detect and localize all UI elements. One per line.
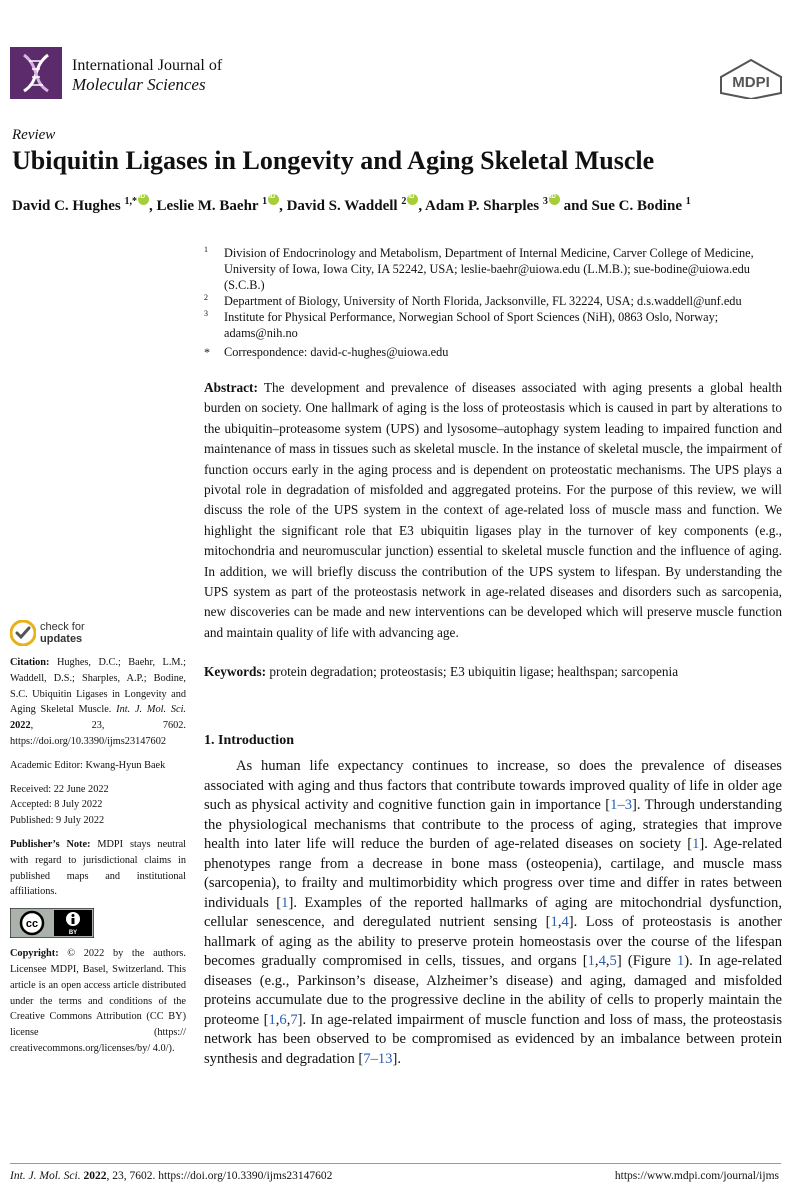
- reference-link[interactable]: 6: [279, 1011, 287, 1028]
- orcid-icon[interactable]: [407, 194, 418, 205]
- footer-journal-url[interactable]: https://www.mdpi.com/journal/ijms: [614, 1170, 779, 1182]
- reference-link[interactable]: 7: [290, 1011, 298, 1028]
- and-word: and: [563, 198, 588, 214]
- section-heading-introduction: 1. Introduction: [204, 733, 294, 748]
- affiliation-number: 1: [204, 245, 208, 254]
- citation-rest[interactable]: , 23, 7602. https://doi.org/10.3390/ijms23147602: [10, 720, 186, 747]
- publisher-note: [10, 837, 186, 900]
- journal-name: [72, 56, 222, 94]
- received-date: Received: 22 June 2022: [10, 783, 109, 795]
- copyright-label: Copyright:: [10, 948, 59, 960]
- affiliation-text: Division of Endocrinology and Metabolism, Department of Internal Medicine, Carver College of Medicine, University of Iowa, Iowa City, IA 52242, USA; leslie-baehr@uiowa.edu (L.M.B.); sue-bodine@uiowa.edu (S.C.B.): [224, 246, 754, 292]
- accepted-date: Accepted: 8 July 2022: [10, 799, 103, 811]
- orcid-icon[interactable]: [138, 194, 149, 205]
- intro-text: As human life expectancy continues to increase, so does the prevalence of diseases associated with aging and thus factors that contribute towards improved quality of life in older age such as physical activity and cognitive function gain in importance [: [204, 758, 782, 813]
- dates: [10, 782, 186, 829]
- footer-journal: Int. J. Mol. Sci.: [10, 1170, 81, 1182]
- reference-link[interactable]: 1–3: [610, 797, 633, 813]
- affiliation-number: 2: [204, 293, 208, 302]
- author-affiliation-sup: 3: [542, 196, 548, 207]
- footer-doi[interactable]: , 23, 7602. https://doi.org/10.3390/ijms23147602: [106, 1170, 333, 1182]
- cc-by-license-icon[interactable]: [10, 908, 94, 938]
- reference-link[interactable]: 7–13: [363, 1050, 393, 1067]
- author-name: David C. Hughes: [12, 198, 121, 214]
- publisher-note-text: MDPI stays neutral with regard to jurisdictional claims in published maps and institutional affiliations.: [10, 838, 187, 898]
- author-affiliation-sup: 1: [685, 196, 691, 207]
- intro-text: ]. Through understanding the physiological mechanisms that contribute to the process of aging, strategies that improve health into later life will reduce the burden of age-related diseases on society [: [204, 797, 782, 852]
- affiliation-number: *: [204, 345, 210, 359]
- keywords-text: protein degradation; proteostasis; E3 ubiquitin ligase; healthspan; sarcopenia: [269, 664, 679, 679]
- keywords: [204, 662, 782, 682]
- citation-label: Citation:: [10, 657, 50, 668]
- published-date: Published: 9 July 2022: [10, 815, 105, 827]
- journal-logo: [10, 47, 62, 99]
- affiliation-item: [200, 293, 780, 309]
- reference-link[interactable]: 4: [561, 914, 569, 930]
- check-for-updates-badge[interactable]: [10, 618, 110, 648]
- keywords-label: Keywords:: [204, 664, 267, 679]
- intro-text: ]. In age-related impairment of muscle function and loss of mass, the proteostasis network has been observed to be compromised as evidenced by an imbalance between protein synthesis and degradation [: [204, 1011, 782, 1067]
- reference-link[interactable]: 4: [598, 953, 606, 969]
- intro-text: ,: [286, 1011, 291, 1028]
- journal-name-line1: International Journal of: [72, 57, 223, 74]
- intro-text: ] (Figure: [616, 953, 677, 969]
- intro-text: ]. Loss of proteostasis is another hallmark of aging as the ability to preserve protein homeostasis over the course of the lifespan becomes gradually compromised in cells, tissues, and organs [: [204, 914, 782, 969]
- intro-text: ,: [275, 1011, 280, 1028]
- orcid-icon[interactable]: [268, 194, 279, 205]
- cc-by-label: BY: [68, 930, 78, 937]
- article-title: Ubiquitin Ligases in Longevity and Aging Skeletal Muscle: [12, 146, 655, 175]
- abstract-text: The development and prevalence of diseases associated with aging presents a global health burden on society. One hallmark of aging is the loss of proteostasis which is caused in part by alterations to the ubiquitin–proteasome system (UPS) and lysosome–autophagy system leading to impaired function and maintenance of mass in tissues such as skeletal muscle. In the instance of skeletal muscle, the impairment of function occurs early in the aging process and is dependent on proteostatic mechanisms. The UPS plays a pivotal role in degradation of misfolded and aggregated proteins. For the purpose of this review, we will discuss the role of the UPS system in the context of age-related loss of muscle mass and function. We highlight the significant role that E3 ubiquitin ligases play in the turnover of key components (e.g., mitochondria and neuromuscular junction) essential to skeletal muscle function and the influence of aging. In addition, we will briefly discuss the contribution of the UPS system to lifespan. By understanding the UPS system as part of the proteostasis network in age-related diseases and disorders such as sarcopenia, new discoveries can be made and new interventions can be developed which will preserve muscle function and maintain quality of life with advancing age.: [204, 380, 782, 640]
- author-affiliation-sup: 1,*: [124, 196, 138, 207]
- affiliations: [200, 245, 780, 360]
- reference-link[interactable]: 1: [692, 836, 700, 852]
- publisher-note-label: Publisher’s Note:: [10, 838, 91, 850]
- footer-citation: [10, 1170, 332, 1182]
- reference-link[interactable]: 1: [550, 914, 558, 930]
- citation: [10, 655, 186, 750]
- footer-divider: [10, 1163, 781, 1164]
- affiliation-text: Department of Biology, University of North Florida, Jacksonville, FL 32224, USA; d.s.waddell@unf.edu: [224, 294, 742, 308]
- correspondence-text: Correspondence: david-c-hughes@uiowa.edu: [224, 345, 449, 359]
- intro-text: ].: [392, 1050, 401, 1067]
- author-list: David C. Hughes $^{1,*}$iD , Leslie M. Baehr $^1$iD , David S. Waddell $^2$iD , Adam P. Sharples $^3$iD and Sue C. Bodine $^1$: [12, 194, 691, 215]
- author-name: Leslie M. Baehr: [156, 198, 259, 214]
- check-updates-text: [40, 621, 85, 645]
- check-updates-line1: check for: [40, 621, 85, 633]
- svg-text:cc: cc: [25, 918, 39, 931]
- journal-name-line2: Molecular Sciences: [72, 75, 206, 94]
- orcid-icon[interactable]: [549, 194, 560, 205]
- reference-link[interactable]: 1: [281, 894, 289, 911]
- reference-link[interactable]: 1: [268, 1011, 276, 1028]
- abstract: [204, 378, 782, 643]
- author-name: Sue C. Bodine: [591, 198, 682, 214]
- copyright-text: © 2022 by the authors. Licensee MDPI, Basel, Switzerland. This article is an open access article distributed under the terms and conditions of the Creative Commons Attribution (CC BY) license (https:// creativecommons.org/licenses/by/ 4.0/).: [10, 948, 186, 1054]
- intro-text: ). In age-related diseases (e.g., Parkinson’s disease, Alzheimer’s disease) and aging, damaged and misfolded proteins accumulate due to the progressive decline in the ability of cells to properly maintain the proteome [: [204, 953, 782, 1028]
- introduction-paragraph: [204, 757, 782, 1069]
- affiliation-item: [200, 245, 780, 293]
- affiliation-item: [200, 309, 780, 341]
- author-name: David S. Waddell: [286, 198, 398, 214]
- mdpi-logo-text: MDPI: [732, 74, 770, 91]
- article-type: Review: [12, 127, 56, 143]
- author-affiliation-sup: 2: [401, 196, 407, 207]
- intro-text: ]. Examples of the reported hallmarks of aging are mitochondrial dysfunction, cellular senescence, and deregulated nutrient sensing [: [204, 894, 782, 930]
- citation-text: Hughes, D.C.; Baehr, L.M.; Waddell, D.S.; Sharples, A.P.; Bodine, S.C. Ubiquitin Ligases in Longevity and Aging Skeletal Muscle.: [10, 657, 186, 716]
- intro-text: ,: [605, 953, 610, 969]
- check-updates-line2: updates: [40, 633, 83, 645]
- mdpi-logo: [719, 59, 783, 99]
- intro-text: ,: [557, 914, 562, 930]
- citation-journal: Int. J. Mol. Sci.: [116, 704, 186, 716]
- intro-text: ]. Age-related phenotypes range from a decrease in bone mass (osteopenia), cartilage, and muscle mass (sarcopenia), to frailty and multimorbidity which progress over time and differ in rates between individuals [: [204, 836, 782, 911]
- reference-link[interactable]: 5: [609, 953, 617, 969]
- citation-year: 2022: [10, 720, 31, 732]
- correspondence: [200, 344, 780, 360]
- affiliation-text: Institute for Physical Performance, Norwegian School of Sport Sciences (NiH), 0863 Oslo, Norway; adams@nih.no: [224, 310, 719, 340]
- author-affiliation-sup: 1: [262, 196, 268, 207]
- affiliation-number: 3: [204, 309, 208, 318]
- academic-editor: Academic Editor: Kwang-Hyun Baek: [10, 759, 166, 771]
- author-name: Adam P. Sharples: [425, 198, 540, 214]
- figure-link[interactable]: 1: [676, 953, 685, 969]
- check-updates-icon: [10, 620, 36, 646]
- footer-year: 2022: [83, 1170, 107, 1182]
- copyright: [10, 946, 186, 1057]
- sidebar: [10, 655, 186, 1065]
- reference-link[interactable]: 1: [587, 953, 595, 969]
- intro-text: ,: [594, 953, 599, 969]
- abstract-label: Abstract:: [204, 380, 258, 395]
